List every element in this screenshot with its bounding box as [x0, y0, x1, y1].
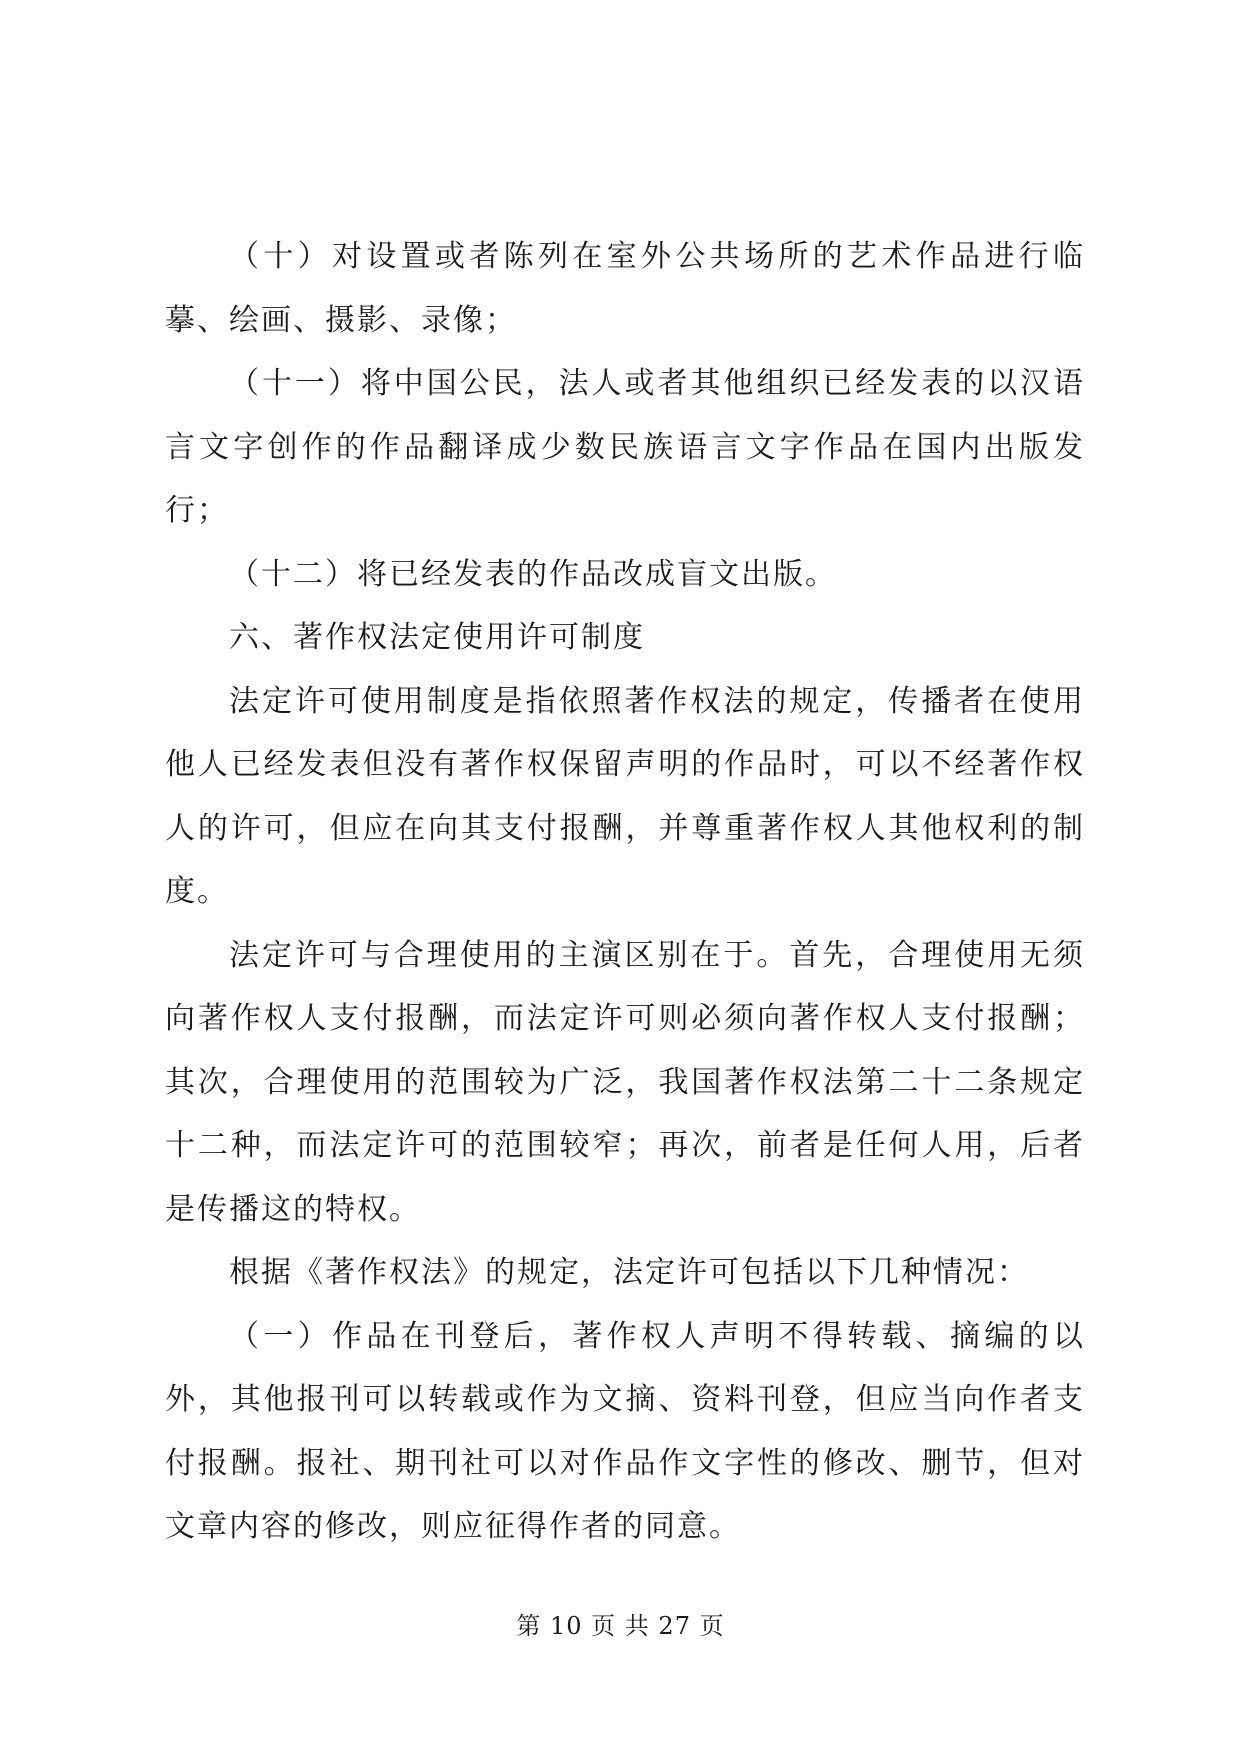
paragraph-item-1: （一）作品在刊登后，著作权人声明不得转载、摘编的以外，其他报刊可以转载或作为文摘、资料刊登，但应当向作者支付报酬。报社、期刊社可以对作品作文字性的修改、删节，但对文章内容的修改，则应征得作者的同意。: [165, 1318, 1085, 1544]
paragraph-intro-list: 根据《著作权法》的规定，法定许可包括以下几种情况：: [229, 1255, 1029, 1290]
page-number-footer: 第 10 页 共 27 页: [516, 1612, 725, 1640]
document-body: [165, 225, 1085, 1559]
section-heading: 六、著作权法定使用许可制度: [229, 620, 645, 655]
paragraph-item-12: （十二）将已经发表的作品改成盲文出版。: [229, 556, 837, 592]
paragraph-item-10: （十）对设置或者陈列在室外公共场所的艺术作品进行临摹、绘画、摄影、录像；: [165, 239, 1085, 338]
paragraph-comparison: 法定许可与合理使用的主演区别在于。首先，合理使用无须向著作权人支付报酬，而法定许可则必须向著作权人支付报酬；其次，合理使用的范围较为广泛，我国著作权法第二十二条规定十二种，而法定许可的范围较窄；再次，前者是任何人用，后者是传播这的特权。: [165, 937, 1085, 1227]
paragraph-item-11: （十一）将中国公民，法人或者其他组织已经发表的以汉语言文字创作的作品翻译成少数民族语言文字作品在国内出版发行；: [165, 366, 1085, 528]
paragraph-definition: 法定许可使用制度是指依照著作权法的规定，传播者在使用他人已经发表但没有著作权保留声明的作品时，可以不经著作权人的许可，但应在向其支付报酬，并尊重著作权人其他权利的制度。: [165, 683, 1085, 909]
